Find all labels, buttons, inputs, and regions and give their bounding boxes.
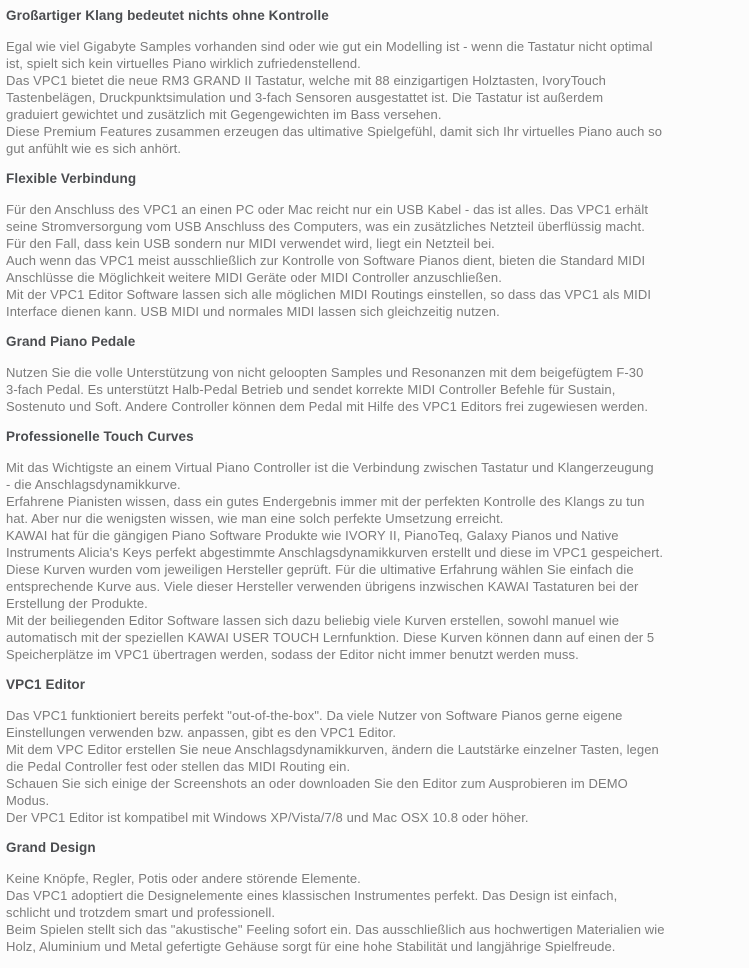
content-section [6, 428, 743, 663]
paragraph-line: Sostenuto und Soft. Andere Controller können dem Pedal mit Hilfe des VPC1 Editors frei zugewiesen werden. [6, 399, 649, 414]
content-section [6, 333, 743, 415]
content-section [6, 7, 743, 157]
paragraph-line: Modus. [6, 793, 50, 808]
paragraph-line: Mit das Wichtigste an einem Virtual Piano Controller ist die Verbindung zwischen Tastatur und Klangerzeugung [6, 460, 654, 475]
paragraph-line: Tastenbelägen, Druckpunktsimulation und 3-fach Sensoren ausgestattet ist. Die Tastatur ist außerdem [6, 90, 604, 105]
paragraph-line: Das VPC1 adoptiert die Designelemente eines klassischen Instrumentes perfekt. Das Design ist einfach, [6, 888, 618, 903]
paragraph-line: Holz, Aluminium und Metal gefertigte Gehäuse sorgt für eine hohe Stabilität und langjährige Spielfreude. [6, 939, 616, 954]
paragraph-line: graduiert gewichtet und zusätzlich mit Gegengewichten im Bass versehen. [6, 107, 442, 122]
paragraph-line: Erfahrene Pianisten wissen, dass ein gutes Endergebnis immer mit der perfekten Kontrolle des Klangs zu tun [6, 494, 645, 509]
section-paragraph [6, 459, 743, 663]
paragraph-line: Speicherplätze im VPC1 übertragen werden, sodass der Editor nicht immer benutzt werden muss. [6, 647, 579, 662]
section-heading: Grand Piano Pedale [6, 334, 136, 349]
paragraph-line: Für den Fall, dass kein USB sondern nur MIDI verwendet wird, liegt ein Netzteil bei. [6, 236, 495, 251]
paragraph-line: schlicht und trotzdem smart und professionell. [6, 905, 276, 920]
paragraph-line: Einstellungen verwenden bzw. anpassen, gibt es den VPC1 Editor. [6, 725, 397, 740]
content-section [6, 676, 743, 826]
paragraph-line: Anschlüsse die Möglichkeit weitere MIDI Geräte oder MIDI Controller anzuschließen. [6, 270, 502, 285]
paragraph-line: Das VPC1 funktioniert bereits perfekt "out-of-the-box". Da viele Nutzer von Software Pianos gerne eigene [6, 708, 623, 723]
content-section [6, 170, 743, 320]
paragraph-line: Instruments Alicia's Keys perfekt abgestimmte Anschlagsdynamikkurven erstellt und diese im VPC1 gespeichert. [6, 545, 664, 560]
paragraph-line: Beim Spielen stellt sich das "akustische" Feeling sofort ein. Das ausschließlich aus hochwertigen Materialien wie [6, 922, 665, 937]
paragraph-line: hat. Aber nur die wenigsten wissen, wie man eine solch perfekte Umsetzung erreicht. [6, 511, 504, 526]
section-heading: Flexible Verbindung [6, 171, 137, 186]
paragraph-line: KAWAI hat für die gängigen Piano Software Produkte wie IVORY II, PianoTeq, Galaxy Pianos und Native [6, 528, 619, 543]
paragraph-line: die Pedal Controller fest oder stellen das MIDI Routing ein. [6, 759, 351, 774]
paragraph-line: Keine Knöpfe, Regler, Potis oder andere störende Elemente. [6, 871, 361, 886]
paragraph-line: Mit der VPC1 Editor Software lassen sich alle möglichen MIDI Routings einstellen, so dass das VPC1 als MIDI [6, 287, 652, 302]
paragraph-line: Das VPC1 bietet die neue RM3 GRAND II Tastatur, welche mit 88 einzigartigen Holztasten, IvoryTouch [6, 73, 606, 88]
paragraph-line: ist, spielt sich kein virtuelles Piano wirklich zufriedenstellend. [6, 56, 361, 71]
paragraph-line: automatisch mit der speziellen KAWAI USER TOUCH Lernfunktion. Diese Kurven können dann auf einen der 5 [6, 630, 655, 645]
paragraph-line: - die Anschlagsdynamikkurve. [6, 477, 181, 492]
section-heading: Professionelle Touch Curves [6, 429, 194, 444]
paragraph-line: Mit dem VPC Editor erstellen Sie neue Anschlagsdynamikkurven, ändern die Lautstärke einzelner Tasten, legen [6, 742, 659, 757]
paragraph-line: Diese Kurven wurden vom jeweiligen Hersteller geprüft. Für die ultimative Erfahrung wählen Sie einfach die [6, 562, 634, 577]
section-paragraph [6, 201, 743, 320]
section-heading: Grand Design [6, 840, 96, 855]
section-paragraph [6, 364, 743, 415]
content-section [6, 839, 743, 955]
section-paragraph [6, 38, 743, 157]
paragraph-line: Nutzen Sie die volle Unterstützung von nicht geloopten Samples und Resonanzen mit dem beigefügtem F-30 [6, 365, 644, 380]
section-heading: VPC1 Editor [6, 677, 86, 692]
section-paragraph [6, 870, 743, 955]
paragraph-line: entsprechende Kurve aus. Viele dieser Hersteller verwenden übrigens inzwischen KAWAI Tastaturen bei der [6, 579, 639, 594]
paragraph-line: Egal wie viel Gigabyte Samples vorhanden sind oder wie gut ein Modelling ist - wenn die Tastatur nicht optimal [6, 39, 653, 54]
section-heading: Großartiger Klang bedeutet nichts ohne Kontrolle [6, 8, 329, 23]
paragraph-line: Der VPC1 Editor ist kompatibel mit Windows XP/Vista/7/8 und Mac OSX 10.8 oder höher. [6, 810, 529, 825]
paragraph-line: Interface dienen kann. USB MIDI und normales MIDI lassen sich gleichzeitig nutzen. [6, 304, 500, 319]
paragraph-line: Schauen Sie sich einige der Screenshots an oder downloaden Sie den Editor zum Ausprobieren im DEMO [6, 776, 628, 791]
section-paragraph [6, 707, 743, 826]
paragraph-line: Für den Anschluss des VPC1 an einen PC oder Mac reicht nur ein USB Kabel - das ist alles. Das VPC1 erhält [6, 202, 649, 217]
paragraph-line: Diese Premium Features zusammen erzeugen das ultimative Spielgefühl, damit sich Ihr virtuelles Piano auch so [6, 124, 663, 139]
product-description-page [6, 7, 743, 955]
paragraph-line: gut anfühlt wie es sich anhört. [6, 141, 182, 156]
paragraph-line: seine Stromversorgung vom USB Anschluss des Computers, was ein zusätzliches Netzteil überflüssig macht. [6, 219, 645, 234]
paragraph-line: Auch wenn das VPC1 meist ausschließlich zur Kontrolle von Software Pianos dient, bieten die Standard MIDI [6, 253, 646, 268]
paragraph-line: 3-fach Pedal. Es unterstützt Halb-Pedal Betrieb und sendet korrekte MIDI Controller Befehle für Sustain, [6, 382, 616, 397]
paragraph-line: Mit der beiliegenden Editor Software lassen sich dazu beliebig viele Kurven erstellen, sowohl manuel wie [6, 613, 620, 628]
paragraph-line: Erstellung der Produkte. [6, 596, 148, 611]
content-sections [6, 7, 743, 955]
